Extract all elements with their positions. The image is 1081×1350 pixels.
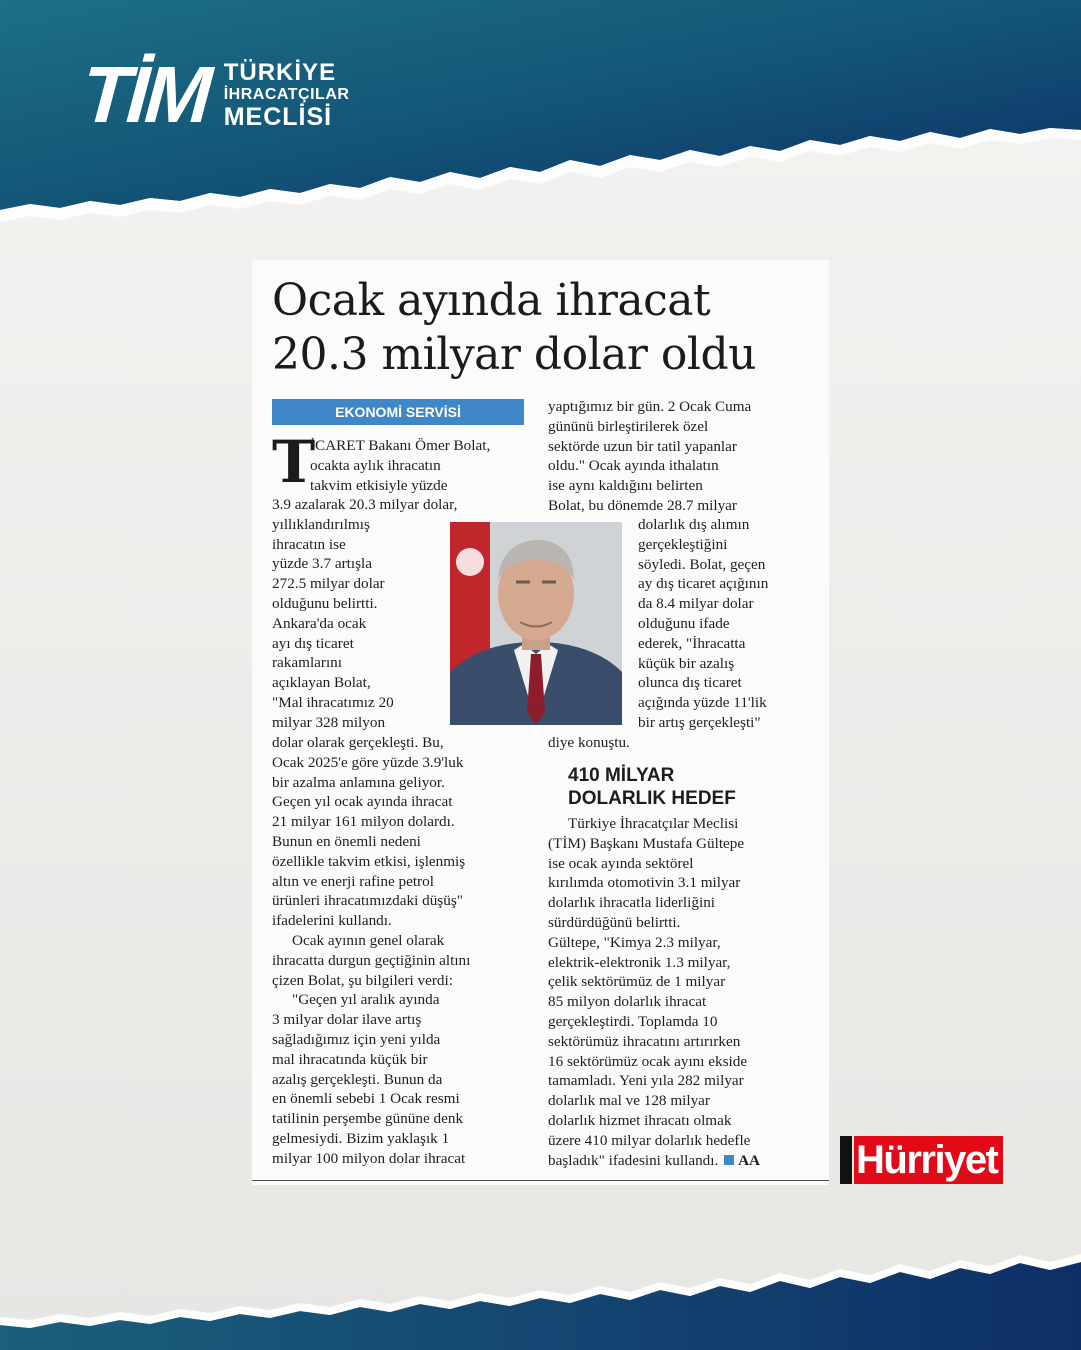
article-text-line: söyledi. Bolat, geçen	[638, 555, 766, 573]
article-subheading	[568, 764, 736, 810]
article-text-line: çelik sektörümüz de 1 milyar	[548, 973, 726, 991]
article-text-line: 3.9 azalarak 20.3 milyar dolar,	[272, 496, 458, 513]
article-text-line: ürünleri ihracatımızdaki düşüş"	[272, 892, 463, 910]
section-label: EKONOMİ SERVİSİ	[272, 399, 524, 425]
article-text-line: Geçen yıl ocak ayında ihracat	[272, 793, 453, 811]
article-text-line: elektrik-elektronik 1.3 milyar,	[548, 953, 731, 971]
article-text-line: (TİM) Başkanı Mustafa Gültepe	[548, 834, 745, 852]
article-text-line: Ankara'da ocak	[272, 614, 367, 632]
article-text-line: açığında yüzde 11'lik	[638, 694, 767, 712]
portrait-illustration	[450, 522, 622, 725]
article-text-line: "Mal ihracatımız 20	[272, 693, 394, 711]
headline-line-1: Ocak ayında ihracat	[272, 275, 711, 326]
article-text-line: dolarlık dış alımın	[638, 516, 750, 533]
article-text-line: bir azalma anlamına geliyor.	[272, 773, 445, 791]
tim-logo-text	[223, 58, 350, 131]
article-text-line: ise ocak ayında sektörel	[548, 854, 694, 872]
article-text-line: altın ve enerji rafine petrol	[272, 872, 434, 890]
article-text-line: yaptığımız bir gün. 2 Ocak Cuma	[548, 398, 752, 415]
article-text-line: çizen Bolat, şu bilgileri verdi:	[272, 971, 453, 989]
article-text-line: ayı dış ticaret	[272, 634, 354, 652]
article-closing-line	[548, 1151, 810, 1171]
article-text-line: rakamlarını	[272, 654, 342, 672]
article-text-line: Gültepe, "Kimya 2.3 milyar,	[548, 933, 721, 951]
article-text-line: milyar 100 milyon dolar ihracat	[272, 1149, 466, 1167]
article-text-line: dolarlık mal ve 128 milyar	[548, 1092, 710, 1110]
end-square-icon	[724, 1155, 734, 1165]
hurriyet-logo	[840, 1134, 1003, 1186]
article-text-line: ocakta aylık ihracatın	[310, 456, 441, 474]
article-text-line: 85 milyon dolarlık ihracat	[548, 993, 707, 1011]
hurriyet-logo-mark	[840, 1136, 852, 1184]
article-text-line: en önemli sebebi 1 Ocak resmi	[272, 1090, 460, 1108]
article-text-line: olunca dış ticaret	[638, 674, 742, 692]
article-text-line: da 8.4 milyar dolar	[638, 595, 754, 613]
drop-cap: T	[272, 428, 316, 496]
headline-line-2: 20.3 milyar dolar oldu	[272, 329, 756, 380]
article-text-line: kırılımda otomotivin 3.1 milyar	[548, 874, 741, 892]
article-text-line: gününü birleştirilerek özel	[548, 417, 709, 435]
tim-logo-line1: TÜRKİYE	[223, 58, 337, 86]
article-headline	[272, 274, 822, 382]
article-text-line: sektörümüz ihracatını artırırken	[548, 1032, 741, 1050]
article-text-line: ifadelerini kullandı.	[272, 912, 392, 930]
newspaper-clipping	[252, 260, 829, 1185]
article-text-line: oldu." Ocak ayında ithalatın	[548, 457, 719, 475]
article-text-line: "Geçen yıl aralık ayında	[292, 991, 440, 1009]
article-text-line: sağladığımız için yeni yılda	[272, 1030, 441, 1048]
article-column-2-top	[548, 397, 804, 516]
article-text-line: Türkiye İhracatçılar Meclisi	[568, 815, 739, 832]
article-text-line: İCARET Bakanı Ömer Bolat,	[310, 437, 491, 454]
article-text-line: dolarlık hizmet ihracatı olmak	[548, 1111, 732, 1129]
article-column-1-body	[272, 733, 528, 1169]
article-text-line: azalış gerçekleşti. Bunun da	[272, 1070, 443, 1088]
hurriyet-logo-text: Hürriyet	[854, 1136, 1003, 1184]
tim-logo-line3: MECLİSİ	[223, 102, 333, 131]
article-text-line: milyar 328 milyon	[272, 713, 386, 731]
article-text-line: dolarlık ihracatla liderliğini	[548, 894, 716, 912]
article-text-line: Bunun en önemli nedeni	[272, 832, 421, 850]
tim-logo-line2: İHRACATÇILAR	[223, 85, 350, 103]
article-text-line: tamamladı. Yeni yıla 282 milyar	[548, 1072, 744, 1090]
article-text-line: özellikle takvim etkisi, işlenmiş	[272, 852, 466, 870]
article-text-line: dolar olarak gerçekleşti. Bu,	[272, 734, 444, 751]
article-text-line: 21 milyar 161 milyon dolardı.	[272, 813, 455, 831]
article-column-3-body	[548, 814, 810, 1151]
article-text-line: 16 sektörümüz ocak ayını ekside	[548, 1052, 748, 1070]
article-text-line: tatilinin perşembe gününe denk	[272, 1110, 464, 1128]
subheading-line-2: DOLARLIK HEDEF	[568, 788, 736, 809]
article-text-line: takvim etkisiyle yüzde	[310, 476, 448, 494]
article-text-line: yüzde 3.7 artışla	[272, 555, 372, 573]
article-text-line: Bolat, bu dönemde 28.7 milyar	[548, 496, 737, 514]
article-text-line: ay dış ticaret açığının	[638, 575, 769, 593]
closing-text: başladık" ifadesini kullandı.	[548, 1152, 719, 1169]
subheading-line-1: 410 MİLYAR	[568, 765, 675, 786]
article-text-line: yıllıklandırılmış	[272, 515, 370, 533]
article-text-line: ihracatta durgun geçtiğinin altını	[272, 951, 471, 969]
article-text-line: sürdürdüğünü belirtti.	[548, 913, 681, 931]
article-text-line: 3 milyar dolar ilave artış	[272, 1011, 422, 1029]
article-text-line: olduğunu ifade	[638, 614, 730, 632]
article-text-line: Ocak ayının genel olarak	[292, 931, 445, 949]
article-text-line: üzere 410 milyar dolarlık hedefle	[548, 1131, 751, 1149]
article-text-line: ise aynı kaldığını belirten	[548, 477, 703, 495]
article-text-line: bir artış gerçekleşti"	[638, 713, 761, 731]
clipping-bottom-rule	[252, 1180, 829, 1181]
tim-logo	[78, 50, 350, 139]
article-text-line: diye konuştu.	[548, 734, 630, 751]
article-text-line: mal ihracatında küçük bir	[272, 1050, 428, 1068]
tim-logo-mark: TİM	[78, 50, 211, 139]
article-text-line: küçük bir azalış	[638, 654, 735, 672]
minister-portrait-photo	[450, 522, 622, 725]
article-column-2-wrap	[638, 515, 822, 733]
article-column-1-wrap	[272, 495, 458, 733]
article-text-line: Ocak 2025'e göre yüzde 3.9'luk	[272, 753, 464, 771]
article-text-line: açıklayan Bolat,	[272, 674, 371, 692]
article-text-line: ihracatın ise	[272, 535, 346, 553]
agency-credit: AA	[738, 1152, 761, 1169]
article-text-line: 272.5 milyar dolar	[272, 575, 385, 593]
article-text-line: ederek, "İhracatta	[638, 634, 746, 652]
article-column-1-intro	[310, 436, 524, 495]
article-text-line: gerçekleştiğini	[638, 535, 728, 553]
article-text-line: gelmesiydi. Bizim yaklaşık 1	[272, 1129, 450, 1147]
article-text-line: olduğunu belirtti.	[272, 594, 378, 612]
article-text-line: gerçekleştirdi. Toplamda 10	[548, 1012, 718, 1030]
article-text-line: sektörde uzun bir tatil yapanlar	[548, 437, 737, 455]
